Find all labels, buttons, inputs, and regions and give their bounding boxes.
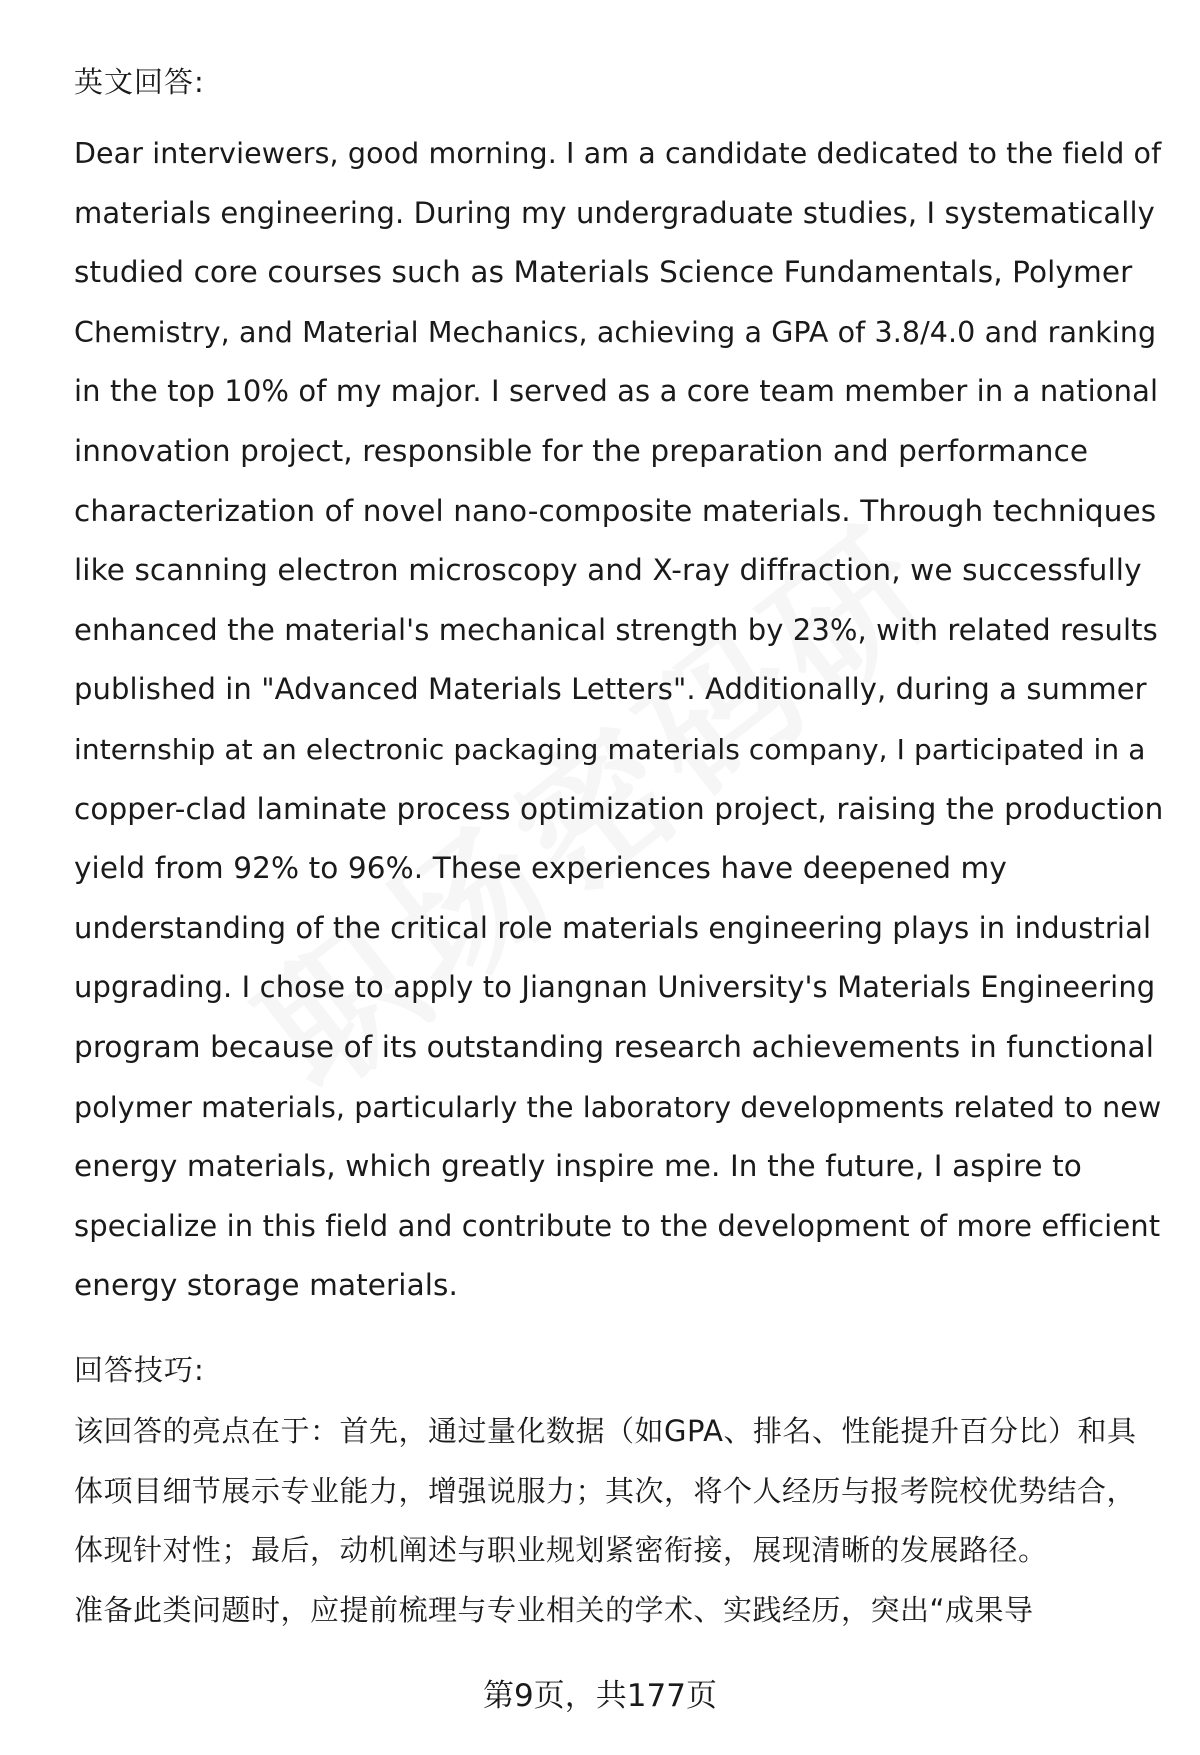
paragraph-line: like scanning electron microscopy and X-ray diffraction, we successfully [74, 553, 1142, 588]
paragraph-line: studied core courses such as Materials Science Fundamentals, Polymer [74, 255, 1133, 290]
paragraph-line: 该回答的亮点在于：首先，通过量化数据（如GPA、排名、性能提升百分比）和具 [74, 1414, 1137, 1448]
paragraph-line: 体项目细节展示专业能力，增强说服力；其次，将个人经历与报考院校优势结合， [74, 1473, 1137, 1508]
paragraph-line: published in "Advanced Materials Letters". Additionally, during a summer [74, 672, 1147, 707]
paragraph-line: Dear interviewers, good morning. I am a candidate dedicated to the field of [74, 137, 1162, 170]
paragraph-line: energy materials, which greatly inspire me. In the future, I aspire to [74, 1149, 1082, 1184]
paragraph-line: upgrading. I chose to apply to Jiangnan University's Materials Engineering [74, 970, 1156, 1005]
paragraph-line: energy storage materials. [74, 1268, 458, 1303]
paragraph-line: in the top 10% of my major. I served as a core team member in a national [74, 374, 1159, 409]
english-answer-paragraph [74, 124, 1164, 1316]
paragraph-line: materials engineering. During my undergraduate studies, I systematically [74, 195, 1155, 230]
paragraph-line: program because of its outstanding research achievements in functional [74, 1029, 1155, 1064]
paragraph-line: internship at an electronic packaging materials company, I participated in a [74, 732, 1146, 766]
tips-heading: 回答技巧: [74, 1353, 205, 1387]
paragraph-line: Chemistry, and Material Mechanics, achieving a GPA of 3.8/4.0 and ranking [74, 315, 1157, 349]
paragraph-line: enhanced the material's mechanical strength by 23%, with related results [74, 612, 1158, 647]
paragraph-line: specialize in this field and contribute to the development of more efficient [74, 1208, 1161, 1243]
paragraph-line: understanding of the critical role materials engineering plays in industrial [74, 910, 1152, 945]
paragraph-line: 准备此类问题时，应提前梳理与专业相关的学术、实践经历，突出“成果导 [74, 1592, 1034, 1627]
english-answer-heading: 英文回答: [74, 65, 205, 99]
tips-paragraph [74, 1402, 1164, 1640]
paragraph-line: innovation project, responsible for the preparation and performance [74, 433, 1089, 468]
page-number-footer: 第9页，共177页 [483, 1678, 717, 1714]
paragraph-line: characterization of novel nano-composite materials. Through techniques [74, 493, 1157, 528]
paragraph-line: 体现针对性；最后，动机阐述与职业规划紧密衔接，展现清晰的发展路径。 [74, 1533, 1048, 1567]
paragraph-line: copper-clad laminate process optimization project, raising the production [74, 791, 1164, 826]
paragraph-line: yield from 92% to 96%. These experiences have deepened my [74, 851, 1007, 886]
paragraph-line: polymer materials, particularly the laboratory developments related to new [74, 1090, 1162, 1124]
